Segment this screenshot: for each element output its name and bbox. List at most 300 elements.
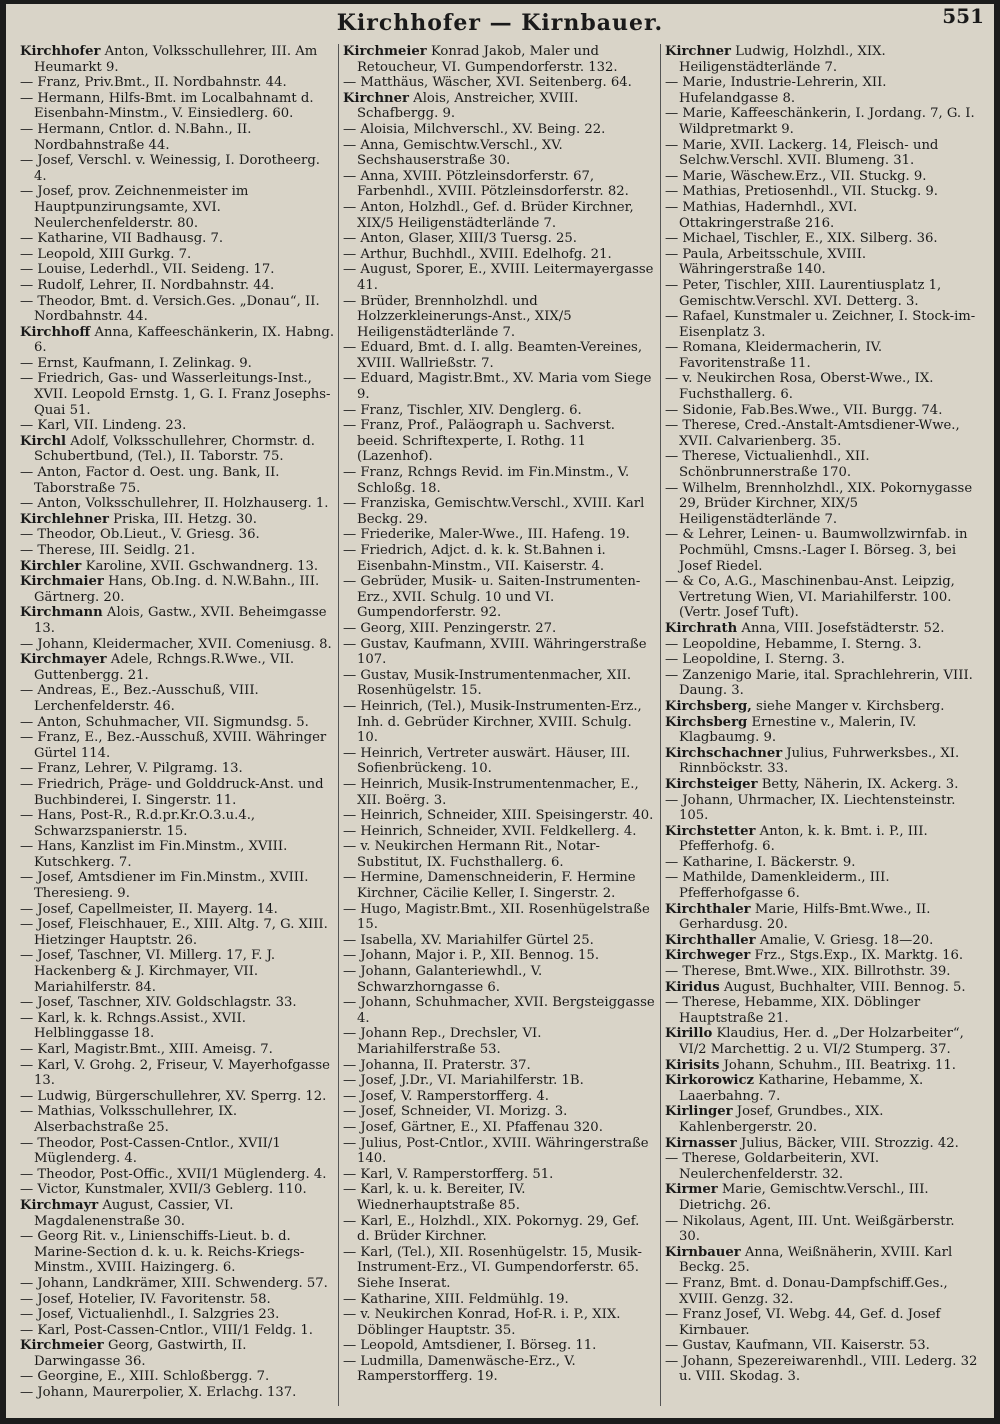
entry-surname: Kirchmeier — [20, 1338, 104, 1354]
entry-text: — Josef, Amtsdiener im Fin.Minstm., XVIII. Theresieng. 9. — [20, 870, 309, 902]
entry-surname: Kirkorowicz — [665, 1073, 754, 1089]
directory-entry — [343, 262, 656, 293]
directory-entry — [343, 294, 656, 341]
entry-surname: Kirchner — [343, 90, 409, 106]
directory-entry — [343, 574, 656, 621]
directory-entry — [665, 138, 978, 169]
entry-text: — Franz, Bmt. d. Donau-Dampfschiff.Ges., XVIII. Genzg. 32. — [665, 1275, 948, 1307]
directory-entry — [20, 1276, 334, 1292]
entry-text: — Katharine, I. Bäckerstr. 9. — [665, 854, 856, 870]
directory-entry — [20, 278, 334, 294]
entry-text: Adele, Rchngs.R.Wwe., VII. Guttenbergg. 21. — [34, 652, 295, 683]
entry-text: — Franz Josef, VI. Webg. 44, Gef. d. Josef Kirnbauer. — [665, 1307, 941, 1338]
directory-entry — [343, 1307, 656, 1338]
entry-text: — Romana, Kleidermacherin, IV. Favoritenstraße 11. — [665, 340, 883, 371]
directory-entry — [20, 1167, 334, 1183]
entry-text: — Franz, Priv.Bmt., II. Nordbahnstr. 44. — [20, 75, 287, 91]
directory-entry — [343, 948, 656, 964]
entry-text: — Hermann, Hilfs-Bmt. im Localbahnamt d. Eisenbahn-Minstm., V. Einsiedlerg. 60. — [20, 90, 314, 122]
directory-entry — [20, 730, 334, 761]
directory-entry — [20, 1229, 334, 1276]
entry-text: — Gebrüder, Musik- u. Saiten-Instrumenten-Erz., XVII. Schulg. 10 und VI. Gumpendorferstr. 92. — [343, 574, 641, 621]
entry-surname: Kirchhoff — [20, 324, 91, 340]
directory-entry — [20, 1136, 334, 1167]
entry-text: — Gustav, Musik-Instrumentenmacher, XII. Rosenhügelstr. 15. — [343, 667, 632, 699]
directory-entry — [20, 715, 334, 731]
directory-entry — [20, 153, 334, 184]
directory-entry — [20, 294, 334, 325]
entry-text: — & Co, A.G., Maschinenbau-Anst. Leipzig, Vertretung Wien, VI. Mariahilferstr. 100. (Vertr. Josef Tuft). — [665, 574, 955, 621]
directory-entry — [665, 247, 978, 278]
entry-text: — Johanna, II. Praterstr. 37. — [343, 1057, 531, 1073]
entry-surname: Kirlinger — [665, 1104, 733, 1120]
entry-text: — Johann, Uhrmacher, IX. Liechtensteinstr. 105. — [665, 792, 956, 824]
directory-entry — [665, 527, 978, 574]
entry-text: — Heinrich, Schneider, XVII. Feldkellerg. 4. — [343, 823, 637, 839]
directory-entry — [343, 1104, 656, 1120]
entry-text: Anna, Kaffeeschänkerin, IX. Habng. 6. — [34, 324, 335, 356]
entry-text: Konrad Jakob, Maler und Retoucheur, VI. Gumpendorferstr. 132. — [357, 44, 618, 75]
directory-entry — [665, 1276, 978, 1307]
entry-text: — Josef, Gärtner, E., XI. Pfaffenau 320. — [343, 1119, 603, 1135]
entry-surname: Kirchlehner — [20, 511, 109, 527]
directory-entry — [20, 1089, 334, 1105]
entry-surname: Kirchrath — [665, 620, 738, 636]
entry-text: Anton, k. k. Bmt. i. P., III. Pfefferhofg. 6. — [679, 823, 928, 855]
entry-surname: Kirchschachner — [665, 745, 783, 761]
entry-text: Hans, Ob.Ing. d. N.W.Bahn., III. Gärtnerg. 20. — [34, 574, 320, 605]
directory-entry — [665, 1151, 978, 1182]
entry-text: — Zanzenigo Marie, ital. Sprachlehrerin, VIII. Daung. 3. — [665, 667, 973, 699]
directory-entry — [343, 340, 656, 371]
directory-entry — [343, 1073, 656, 1089]
directory-entry — [343, 418, 656, 465]
entry-text: — Katharine, VII Badhausg. 7. — [20, 231, 224, 247]
directory-entry — [665, 1214, 978, 1245]
entry-text: — Mathias, Volksschullehrer, IX. Alserbachstraße 25. — [20, 1104, 238, 1135]
entry-text: — Matthäus, Wäscher, XVI. Seitenberg. 64. — [343, 75, 632, 91]
entry-text: — Therese, Victualienhdl., XII. Schönbrunnerstraße 170. — [665, 449, 870, 481]
entry-text: — Georg, XIII. Penzingerstr. 27. — [343, 620, 557, 636]
directory-entry — [343, 637, 656, 668]
directory-entry — [665, 481, 978, 528]
entry-surname: Kirchweger — [665, 948, 751, 964]
entry-text: — Sidonie, Fab.Bes.Wwe., VII. Burgg. 74. — [665, 402, 943, 418]
entry-text: — Aloisia, Milchverschl., XV. Being. 22. — [343, 121, 606, 137]
entry-text: — Eduard, Bmt. d. I. allg. Beamten-Vereines, XVIII. Wallrießstr. 7. — [343, 340, 643, 371]
directory-entry — [343, 1245, 656, 1292]
entry-surname: Kirnasser — [665, 1135, 737, 1151]
entry-text: — Mathilde, Damenkleiderm., III. Pfefferhofgasse 6. — [665, 870, 890, 902]
entry-surname: Kirchmayer — [20, 652, 107, 668]
directory-entry — [665, 403, 978, 419]
directory-entry — [665, 1136, 978, 1152]
entry-text: — Therese, Goldarbeiterin, XVI. Neulerchenfelderstr. 32. — [665, 1151, 880, 1182]
entry-text: — Georg Rit. v., Linienschiffs-Lieut. b. d. Marine-Section d. k. u. k. Reichs-Kriegs-Minstm., XVIII. Haizingerg. 6. — [20, 1229, 305, 1276]
directory-entry — [665, 574, 978, 621]
directory-entry — [20, 512, 334, 528]
directory-entry — [20, 605, 334, 636]
entry-surname: Kirchhofer — [20, 44, 101, 59]
directory-entry — [343, 1182, 656, 1213]
directory-entry — [343, 169, 656, 200]
directory-entry — [665, 746, 978, 777]
directory-entry — [343, 465, 656, 496]
directory-entry — [665, 637, 978, 653]
directory-entry — [20, 496, 334, 512]
entry-text: — Julius, Post-Cntlor., XVIII. Währingerstraße 140. — [343, 1135, 649, 1167]
directory-entry — [665, 855, 978, 871]
entry-text: — Anton, Volksschullehrer, II. Holzhauserg. 1. — [20, 496, 329, 512]
entry-surname: Kirchmeier — [343, 44, 427, 59]
directory-entry — [665, 231, 978, 247]
directory-entry — [20, 122, 334, 153]
entry-surname: Kirchsberg, — [665, 698, 752, 714]
entry-text: — Anna, Gemischtw.Verschl., XV. Sechshauserstraße 30. — [343, 137, 563, 169]
directory-entry — [665, 1104, 978, 1135]
entry-text: Julius, Bäcker, VIII. Strozzig. 42. — [740, 1135, 959, 1151]
entry-text: — Katharine, XIII. Feldmühlg. 19. — [343, 1291, 569, 1307]
directory-entry — [20, 1292, 334, 1308]
directory-entry — [20, 839, 334, 870]
entry-text: — Leopold, XIII Gurkg. 7. — [20, 246, 192, 262]
entry-text: Alois, Anstreicher, XVIII. Schafbergg. 9. — [357, 90, 579, 122]
directory-entry — [20, 995, 334, 1011]
entry-text: — Ludwig, Bürgerschullehrer, XV. Sperrg. 12. — [20, 1088, 327, 1104]
entry-surname: Kirchthaller — [665, 932, 756, 948]
entry-text: — Anna, XVIII. Pötzleinsdorferstr. 67, Farbenhdl., XVIII. Pötzleinsdorferstr. 82. — [343, 168, 629, 200]
entry-text: — Marie, XVII. Lackerg. 14, Fleisch- und Selchw.Verschl. XVII. Blumeng. 31. — [665, 137, 939, 169]
directory-entry — [343, 746, 656, 777]
directory-entry — [20, 262, 334, 278]
entry-text: — Karl, E., Holzhdl., XIX. Pokornyg. 29, Gef. d. Brüder Kirchner. — [343, 1213, 640, 1245]
entry-text: — Karl, (Tel.), XII. Rosenhügelstr. 15, Musik-Instrument-Erz., VI. Gumpendorferstr. 65. Siehe Inserat. — [343, 1244, 642, 1291]
directory-entry — [343, 1120, 656, 1136]
directory-entry — [20, 1104, 334, 1135]
entry-text: — Josef, Taschner, XIV. Goldschlagstr. 33. — [20, 995, 297, 1011]
directory-entry — [665, 184, 978, 200]
directory-entry — [343, 1167, 656, 1183]
directory-entry — [665, 1245, 978, 1276]
entry-text: — Friedrich, Gas- und Wasserleitungs-Inst., XVII. Leopold Ernstg. 1, G. I. Franz Josephs-Quai 51. — [20, 371, 331, 418]
directory-entry — [20, 637, 334, 653]
entry-surname: Kirchmayr — [20, 1197, 99, 1213]
entry-text: — Nikolaus, Agent, III. Unt. Weißgärberstr. 30. — [665, 1213, 955, 1245]
entry-text: Marie, Hilfs-Bmt.Wwe., II. Gerhardusg. 20. — [679, 901, 931, 933]
directory-entry — [665, 980, 978, 996]
directory-columns — [16, 44, 982, 1406]
directory-entry — [665, 1354, 978, 1385]
directory-entry — [20, 1338, 334, 1369]
entry-text: — Johann, Kleidermacher, XVII. Comeniusg. 8. — [20, 636, 332, 652]
directory-entry — [665, 824, 978, 855]
entry-text: — Arthur, Buchhdl., XVIII. Edelhofg. 21. — [343, 246, 612, 262]
directory-entry — [665, 699, 978, 715]
entry-text: Marie, Gemischtw.Verschl., III. Dietrichg. 26. — [679, 1182, 929, 1213]
entry-text: — Johann, Galanteriewhdl., V. Schwarzhorngasse 6. — [343, 964, 543, 995]
entry-text: Anna, Weißnäherin, XVIII. Karl Beckg. 25. — [679, 1244, 953, 1276]
entry-text: siehe Manger v. Kirchsberg. — [756, 698, 945, 714]
entry-surname: Kirillo — [665, 1026, 713, 1042]
directory-entry — [20, 559, 334, 575]
directory-entry — [665, 948, 978, 964]
entry-text: Julius, Fuhrwerksbes., XI. Rinnböckstr. 33. — [679, 745, 960, 777]
entry-text: — Friedrich, Präge- und Golddruck-Anst. und Buchbinderei, I. Singerstr. 11. — [20, 776, 324, 808]
entry-text: — Johann Rep., Drechsler, VI. Mariahilferstraße 53. — [343, 1026, 542, 1057]
directory-entry — [665, 933, 978, 949]
entry-text: — Karl, Magistr.Bmt., XIII. Ameisg. 7. — [20, 1042, 273, 1057]
directory-entry — [665, 340, 978, 371]
directory-entry — [343, 933, 656, 949]
directory-entry — [665, 200, 978, 231]
entry-text: — Anton, Schuhmacher, VII. Sigmundsg. 5. — [20, 714, 309, 730]
directory-entry — [20, 231, 334, 247]
entry-text: — Franz, E., Bez.-Ausschuß, XVIII. Währinger Gürtel 114. — [20, 730, 327, 761]
entry-text: — v. Neukirchen Hermann Rit., Notar-Substitut, IX. Fuchsthallerg. 6. — [343, 839, 600, 870]
entry-text: — Anton, Glaser, XIII/3 Tuersg. 25. — [343, 231, 577, 247]
entry-text: — Brüder, Brennholzhdl. und Holzzerkleinerungs-Anst., XIX/5 Heiligenstädterlände 7. — [343, 293, 572, 340]
entry-text: — Mathias, Pretiosenhdl., VII. Stuckg. 9. — [665, 184, 938, 200]
entry-text: — Franz, Tischler, XIV. Denglerg. 6. — [343, 402, 582, 418]
directory-entry — [20, 325, 334, 356]
entry-text: — Josef, Victualienhdl., I. Salzgries 23. — [20, 1307, 280, 1323]
entry-text: Karoline, XVII. Gschwandnerg. 13. — [85, 558, 319, 574]
directory-entry — [20, 1198, 334, 1229]
entry-text: — Eduard, Magistr.Bmt., XV. Maria vom Siege 9. — [343, 371, 652, 403]
entry-text: — Franz, Rchngs Revid. im Fin.Minstm., V. Schloßg. 18. — [343, 465, 630, 496]
directory-entry — [343, 699, 656, 746]
directory-entry — [20, 917, 334, 948]
entry-text: — Heinrich, Schneider, XIII. Speisingerstr. 40. — [343, 808, 654, 824]
entry-text: — Ludmilla, Damenwäsche-Erz., V. Ramperstorfferg. 19. — [343, 1353, 576, 1385]
entry-text: — Josef, Taschner, VI. Millerg. 17, F. J. Hackenberg & J. Kirchmayer, VII. Mariahilferstr. 84. — [20, 948, 276, 995]
directory-entry — [665, 1182, 978, 1213]
entry-text: — Friederike, Maler-Wwe., III. Hafeng. 19. — [343, 527, 630, 543]
directory-entry — [343, 1136, 656, 1167]
entry-text: — Karl, k. k. Rchngs.Assist., XVII. Helblinggasse 18. — [20, 1010, 246, 1042]
directory-entry — [343, 231, 656, 247]
directory-entry — [665, 449, 978, 480]
entry-text: — Josef, V. Ramperstorfferg. 4. — [343, 1088, 549, 1104]
entry-text: — Therese, Cred.-Anstalt-Amtsdiener-Wwe., XVII. Calvarienberg. 35. — [665, 418, 960, 449]
directory-entry — [343, 403, 656, 419]
entry-text: Anna, VIII. Josefstädterstr. 52. — [741, 620, 945, 636]
directory-entry — [343, 839, 656, 870]
directory-entry — [665, 902, 978, 933]
directory-entry — [665, 995, 978, 1026]
entry-text: — Rafael, Kunstmaler u. Zeichner, I. Stock-im-Eisenplatz 3. — [665, 309, 976, 340]
directory-entry — [665, 278, 978, 309]
directory-entry — [343, 1214, 656, 1245]
directory-entry — [665, 715, 978, 746]
entry-text: — Isabella, XV. Mariahilfer Gürtel 25. — [343, 932, 594, 948]
directory-entry — [343, 824, 656, 840]
directory-entry — [20, 1011, 334, 1042]
directory-entry — [20, 777, 334, 808]
entry-text: — Josef, J.Dr., VI. Mariahilferstr. 1B. — [343, 1073, 584, 1089]
directory-entry — [343, 91, 656, 122]
entry-text: — Theodor, Post-Cassen-Cntlor., XVII/1 Müglenderg. 4. — [20, 1135, 281, 1167]
entry-text: — Heinrich, (Tel.), Musik-Instrumenten-Erz., Inh. d. Gebrüder Kirchner, XVIII. Schulg. 10. — [343, 698, 642, 746]
directory-entry — [343, 1354, 656, 1385]
entry-text: August, Buchhalter, VIII. Bennog. 5. — [723, 979, 966, 995]
directory-entry — [20, 1385, 334, 1401]
directory-entry — [20, 465, 334, 496]
entry-text: — Hermann, Cntlor. d. N.Bahn., II. Nordbahnstraße 44. — [20, 121, 252, 153]
directory-entry — [343, 1058, 656, 1074]
directory-entry — [343, 371, 656, 402]
entry-text: Georg, Gastwirth, II. Darwingasse 36. — [34, 1338, 247, 1369]
directory-entry — [20, 948, 334, 995]
entry-surname: Kirchthaler — [665, 901, 751, 917]
entry-text: — v. Neukirchen Konrad, Hof-R. i. P., XIX. Döblinger Hauptstr. 35. — [343, 1307, 621, 1338]
entry-text: — Josef, prov. Zeichnenmeister im Hauptpunzirungsamte, XVI. Neulerchenfelderstr. 80. — [20, 184, 249, 231]
entry-text: — Mathias, Hadernhdl., XVI. Ottakringerstraße 216. — [665, 199, 858, 231]
directory-entry — [665, 668, 978, 699]
directory-entry — [20, 761, 334, 777]
entry-text: — Franziska, Gemischtw.Verschl., XVIII. Karl Beckg. 29. — [343, 496, 645, 527]
entry-text: — Josef, Capellmeister, II. Mayerg. 14. — [20, 901, 278, 917]
directory-entry — [20, 543, 334, 559]
column-1 — [16, 44, 338, 1406]
entry-text: — Hans, Kanzlist im Fin.Minstm., XVIII. Kutschkerg. 7. — [20, 839, 288, 870]
entry-text: — August, Sporer, E., XVIII. Leitermayergasse 41. — [343, 262, 654, 293]
entry-text: Amalie, V. Griesg. 18—20. — [759, 932, 934, 948]
entry-text: — Heinrich, Vertreter auswärt. Häuser, III. Sofienbrückeng. 10. — [343, 745, 631, 777]
entry-text: — Johann, Maurerpolier, X. Erlachg. 137. — [20, 1385, 297, 1401]
entry-text: — Johann, Spezereiwarenhdl., VIII. Lederg. 32 u. VIII. Skodag. 3. — [665, 1353, 978, 1385]
page-header — [6, 4, 994, 42]
directory-entry — [20, 418, 334, 434]
directory-entry — [343, 138, 656, 169]
page-number: 551 — [942, 4, 984, 28]
directory-entry — [665, 1073, 978, 1104]
directory-entry — [343, 870, 656, 901]
directory-entry — [665, 106, 978, 137]
page-title: Kirchhofer — Kirnbauer. — [336, 10, 664, 36]
entry-text: — Josef, Fleischhauer, E., XIII. Altg. 7, G. XIII. Hietzinger Hauptstr. 26. — [20, 917, 328, 948]
entry-text: — Johann, Major i. P., XII. Bennog. 15. — [343, 948, 600, 964]
directory-entry — [343, 122, 656, 138]
entry-text: Ernestine v., Malerin, IV. Klagbaumg. 9. — [679, 714, 917, 746]
entry-surname: Kirchsberg — [665, 714, 748, 730]
entry-text: — Marie, Kaffeeschänkerin, I. Jordang. 7, G. I. Wildpretmarkt 9. — [665, 106, 975, 137]
entry-text: — Therese, Bmt.Wwe., XIX. Billrothstr. 39. — [665, 964, 951, 980]
entry-surname: Kirmer — [665, 1182, 718, 1198]
directory-entry — [20, 356, 334, 372]
entry-surname: Kirchler — [20, 558, 82, 574]
entry-text: Adolf, Volksschullehrer, Chormstr. d. Schubertbund, (Tel.), II. Taborstr. 75. — [34, 433, 315, 465]
entry-text: — Karl, V. Ramperstorfferg. 51. — [343, 1166, 554, 1182]
directory-entry — [20, 1042, 334, 1058]
entry-text: — & Lehrer, Leinen- u. Baumwollzwirnfab. in Pochmühl, Cmsns.-Lager I. Börseg. 3, bei Josef Riedel. — [665, 527, 968, 574]
entry-text: — Leopoldine, Hebamme, I. Sterng. 3. — [665, 636, 922, 652]
directory-entry — [665, 1307, 978, 1338]
entry-text: — Josef, Hotelier, IV. Favoritenstr. 58. — [20, 1291, 271, 1307]
entry-surname: Kiridus — [665, 979, 720, 995]
directory-entry — [343, 527, 656, 543]
entry-text: — Victor, Kunstmaler, XVII/3 Geblerg. 110. — [20, 1182, 307, 1198]
directory-entry — [20, 1369, 334, 1385]
directory-entry — [343, 964, 656, 995]
directory-entry — [343, 496, 656, 527]
directory-entry — [665, 169, 978, 185]
entry-text: Klaudius, Her. d. „Der Holzarbeiter“, VI/2 Marchettig. 2 u. VI/2 Stumperg. 37. — [679, 1026, 964, 1057]
entry-text: — Josef, Schneider, VI. Morizg. 3. — [343, 1104, 568, 1120]
entry-text: Alois, Gastw., XVII. Beheimgasse 13. — [34, 605, 327, 636]
entry-surname: Kirchner — [665, 44, 731, 59]
entry-text: — Peter, Tischler, XIII. Laurentiusplatz 1, Gemischtw.Verschl. XVI. Detterg. 3. — [665, 277, 942, 309]
column-2 — [338, 44, 660, 1406]
directory-entry — [343, 1026, 656, 1057]
directory-entry — [20, 184, 334, 231]
entry-surname: Kirchl — [20, 433, 67, 449]
directory-entry — [20, 1307, 334, 1323]
entry-text: — Michael, Tischler, E., XIX. Silberg. 36. — [665, 231, 938, 247]
entry-text: — Theodor, Ob.Lieut., V. Griesg. 36. — [20, 527, 260, 543]
directory-entry — [343, 995, 656, 1026]
entry-text: — Rudolf, Lehrer, II. Nordbahnstr. 44. — [20, 277, 275, 293]
directory-entry — [665, 870, 978, 901]
entry-surname: Kirchstetter — [665, 823, 756, 839]
directory-entry — [665, 1058, 978, 1074]
directory-entry — [665, 777, 978, 793]
directory-entry — [665, 621, 978, 637]
entry-text: — Leopoldine, I. Sterng. 3. — [665, 652, 845, 668]
directory-entry — [343, 808, 656, 824]
entry-text: — Therese, III. Seidlg. 21. — [20, 543, 196, 558]
directory-entry — [343, 200, 656, 231]
entry-text: — Karl, VII. Lindeng. 23. — [20, 418, 187, 434]
directory-entry — [665, 1026, 978, 1057]
entry-surname: Kirchmann — [20, 605, 103, 621]
entry-text: — Leopold, Amtsdiener, I. Börseg. 11. — [343, 1338, 597, 1354]
entry-text: — v. Neukirchen Rosa, Oberst-Wwe., IX. Fuchsthallerg. 6. — [665, 371, 934, 403]
directory-entry — [343, 621, 656, 637]
entry-text: — Theodor, Bmt. d. Versich.Ges. „Donau“, II. Nordbahnstr. 44. — [20, 293, 320, 325]
entry-text: — Karl, V. Grohg. 2, Friseur, V. Mayerhofgasse 13. — [20, 1057, 330, 1089]
directory-entry — [20, 1058, 334, 1089]
column-3 — [660, 44, 982, 1406]
directory-entry — [20, 808, 334, 839]
directory-entry — [665, 309, 978, 340]
directory-entry — [20, 683, 334, 714]
entry-text: Anton, Volksschullehrer, III. Am Heumarkt 9. — [34, 44, 318, 75]
directory-entry — [343, 777, 656, 808]
directory-entry — [665, 652, 978, 668]
directory-entry — [343, 543, 656, 574]
entry-text: Ludwig, Holzhdl., XIX. Heiligenstädterlände 7. — [679, 44, 886, 75]
directory-entry — [20, 91, 334, 122]
entry-text: — Theodor, Post-Offic., XVII/1 Müglenderg. 4. — [20, 1166, 327, 1182]
entry-text: — Franz, Lehrer, V. Pilgramg. 13. — [20, 761, 243, 777]
entry-text: Johann, Schuhm., III. Beatrixg. 11. — [723, 1057, 956, 1073]
entry-text: — Marie, Industrie-Lehrerin, XII. Hufelandgasse 8. — [665, 75, 887, 106]
directory-entry — [343, 247, 656, 263]
entry-text: August, Cassier, VI. Magdalenenstraße 30. — [34, 1197, 234, 1229]
entry-text: — Andreas, E., Bez.-Ausschuß, VIII. Lerchenfelderstr. 46. — [20, 683, 259, 714]
entry-text: — Louise, Lederhdl., VII. Seideng. 17. — [20, 262, 275, 278]
entry-text: — Anton, Factor d. Oest. ung. Bank, II. Taborstraße 75. — [20, 465, 280, 496]
directory-entry — [665, 418, 978, 449]
entry-text: Priska, III. Hetzg. 30. — [113, 511, 257, 527]
directory-entry — [343, 1338, 656, 1354]
entry-text: Katharine, Hebamme, X. Laaerbahng. 7. — [679, 1073, 924, 1104]
entry-text: — Karl, k. u. k. Bereiter, IV. Wiednerhauptstraße 85. — [343, 1182, 526, 1213]
entry-surname: Kirchsteiger — [665, 776, 758, 792]
entry-text: — Therese, Hebamme, XIX. Döblinger Hauptstraße 21. — [665, 995, 921, 1026]
entry-text: — Franz, Prof., Paläograph u. Sachverst. beeid. Schriftexperte, I. Rothg. 11 (Lazenhof). — [343, 418, 615, 465]
